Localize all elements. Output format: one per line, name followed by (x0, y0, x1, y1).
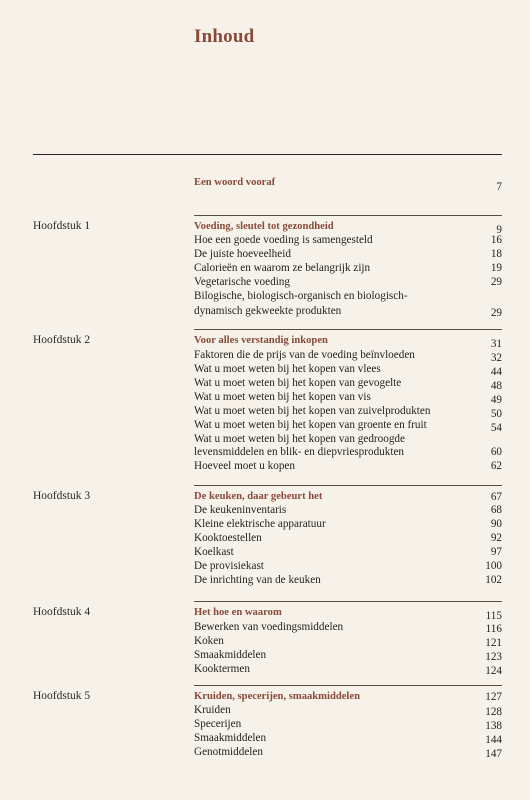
toc-entry[interactable] (194, 348, 502, 362)
toc-entry[interactable] (194, 620, 502, 634)
chapter-label: Hoofdstuk 5 (33, 690, 91, 702)
entry-page: 121 (485, 637, 502, 649)
entry-title: Bewerken van voedingsmiddelen (194, 621, 344, 633)
toc-entry[interactable] (194, 432, 502, 446)
entry-title: Wat u moet weten bij het kopen van gevogelte (194, 377, 402, 389)
entry-title: Kruiden, specerijen, smaakmiddelen (194, 691, 360, 702)
entry-page: 7 (496, 181, 502, 193)
toc-entry[interactable] (194, 531, 502, 545)
entry-page: 92 (490, 532, 502, 544)
divider (194, 601, 502, 602)
toc-entry[interactable] (194, 517, 502, 531)
entry-page: 49 (490, 394, 502, 406)
divider (194, 329, 502, 330)
toc-entry[interactable] (194, 703, 502, 717)
entry-page: 116 (485, 623, 502, 635)
toc-entry-chapter-title[interactable] (194, 334, 502, 348)
entry-page: 128 (485, 706, 502, 718)
entry-title: Wat u moet weten bij het kopen van groente en fruit (194, 419, 427, 431)
entry-page: 68 (490, 504, 502, 516)
entry-title: Een woord vooraf (194, 177, 276, 188)
entry-title: Specerijen (194, 718, 242, 730)
entry-page: 50 (490, 408, 502, 420)
entry-page: 144 (485, 734, 502, 746)
entry-page: 29 (490, 307, 502, 319)
toc-entry[interactable] (194, 745, 502, 759)
entry-title: dynamisch gekweekte produkten (194, 305, 342, 317)
toc-entry[interactable] (194, 559, 502, 573)
entry-title: Smaakmiddelen (194, 649, 267, 661)
entry-page: 18 (490, 248, 502, 260)
entry-page: 147 (485, 748, 502, 760)
entry-title: Kooktoestellen (194, 532, 262, 544)
toc-entry[interactable] (194, 648, 502, 662)
entry-title: Vegetarische voeding (194, 276, 290, 288)
entry-page: 97 (490, 546, 502, 558)
divider (194, 685, 502, 686)
entry-title: Smaakmiddelen (194, 732, 267, 744)
toc-entry[interactable] (194, 634, 502, 648)
entry-title: Koken (194, 635, 224, 647)
entry-page: 123 (485, 651, 502, 663)
toc-entry[interactable] (194, 459, 502, 473)
toc-entry-chapter-title[interactable] (194, 606, 502, 620)
divider (194, 485, 502, 486)
entry-title: De inrichting van de keuken (194, 574, 321, 586)
entry-page: 60 (490, 446, 502, 458)
entry-page: 31 (490, 338, 502, 350)
toc-entry[interactable] (194, 573, 502, 587)
entry-page: 44 (490, 366, 502, 378)
entry-title: Hoeveel moet u kopen (194, 460, 295, 472)
entry-title: De provisiekast (194, 560, 264, 572)
entry-title: Kooktermen (194, 663, 250, 675)
chapter-label: Hoofdstuk 4 (33, 606, 91, 618)
entry-title: Hoe een goede voeding is samengesteld (194, 234, 373, 246)
chapter-label: Hoofdstuk 2 (33, 334, 91, 346)
entry-page: 115 (485, 610, 502, 622)
entry-title: Voeding, sleutel tot gezondheid (194, 221, 334, 232)
toc-entry[interactable] (194, 717, 502, 731)
entry-page: 90 (490, 518, 502, 530)
entry-title: Wat u moet weten bij het kopen van vlees (194, 363, 381, 375)
entry-page: 54 (490, 422, 502, 434)
entry-title: Wat u moet weten bij het kopen van vis (194, 391, 371, 403)
divider (194, 215, 502, 216)
entry-title: Wat u moet weten bij het kopen van zuivelprodukten (194, 405, 431, 417)
entry-title: Bilogische, biologisch-organisch en biologisch- (194, 290, 408, 302)
entry-title: Kruiden (194, 704, 231, 716)
divider (33, 154, 502, 155)
entry-page: 138 (485, 720, 502, 732)
entry-title: Calorieën en waarom ze belangrijk zijn (194, 262, 371, 274)
toc-entry[interactable] (194, 390, 502, 404)
entry-title: levensmiddelen en blik- en diepvriesprodukten (194, 446, 405, 458)
entry-title: De keukeninventaris (194, 504, 287, 516)
toc-entry[interactable] (194, 503, 502, 517)
toc-entry[interactable] (194, 376, 502, 390)
entry-page: 48 (490, 380, 502, 392)
entry-page: 62 (490, 460, 502, 472)
entry-title: Wat u moet weten bij het kopen van gedroogde (194, 433, 405, 445)
toc-entry[interactable] (194, 247, 502, 261)
toc-entry[interactable] (194, 662, 502, 676)
toc-entry[interactable] (194, 304, 502, 318)
entry-page: 102 (485, 574, 502, 586)
entry-title: De juiste hoeveelheid (194, 248, 291, 260)
entry-page: 16 (490, 234, 502, 246)
toc-entry-chapter-title[interactable] (194, 490, 502, 504)
toc-entry[interactable] (194, 275, 502, 289)
toc-entry[interactable] (194, 404, 502, 418)
toc-entry[interactable] (194, 289, 502, 303)
entry-page: 67 (490, 491, 502, 503)
entry-title: De keuken, daar gebeurt het (194, 491, 323, 502)
entry-page: 19 (490, 262, 502, 274)
entry-title: Kleine elektrische apparatuur (194, 518, 326, 530)
entry-page: 29 (490, 276, 502, 288)
toc-entry-chapter-title[interactable] (194, 220, 502, 234)
chapter-label: Hoofdstuk 1 (33, 220, 91, 232)
chapter-label: Hoofdstuk 3 (33, 490, 91, 502)
toc-entry[interactable] (194, 261, 502, 275)
toc-entry[interactable] (194, 418, 502, 432)
entry-title: Het hoe en waarom (194, 607, 282, 618)
toc-entry-foreword[interactable] (194, 176, 502, 193)
entry-page: 127 (485, 691, 502, 703)
entry-title: Faktoren die de prijs van de voeding beïnvloeden (194, 349, 415, 361)
entry-page: 32 (490, 352, 502, 364)
toc-entry[interactable] (194, 731, 502, 745)
toc-entry[interactable] (194, 233, 502, 247)
entry-title: Voor alles verstandig inkopen (194, 335, 328, 346)
entry-page: 124 (485, 665, 502, 677)
toc-entry[interactable] (194, 362, 502, 376)
toc-entry-chapter-title[interactable] (194, 690, 502, 704)
toc-entry[interactable] (194, 545, 502, 559)
entry-page: 9 (496, 224, 502, 236)
entry-page: 100 (485, 560, 502, 572)
page-title: Inhoud (194, 26, 255, 47)
toc-entry[interactable] (194, 445, 502, 459)
entry-title: Genotmiddelen (194, 746, 263, 758)
entry-title: Koelkast (194, 546, 234, 558)
